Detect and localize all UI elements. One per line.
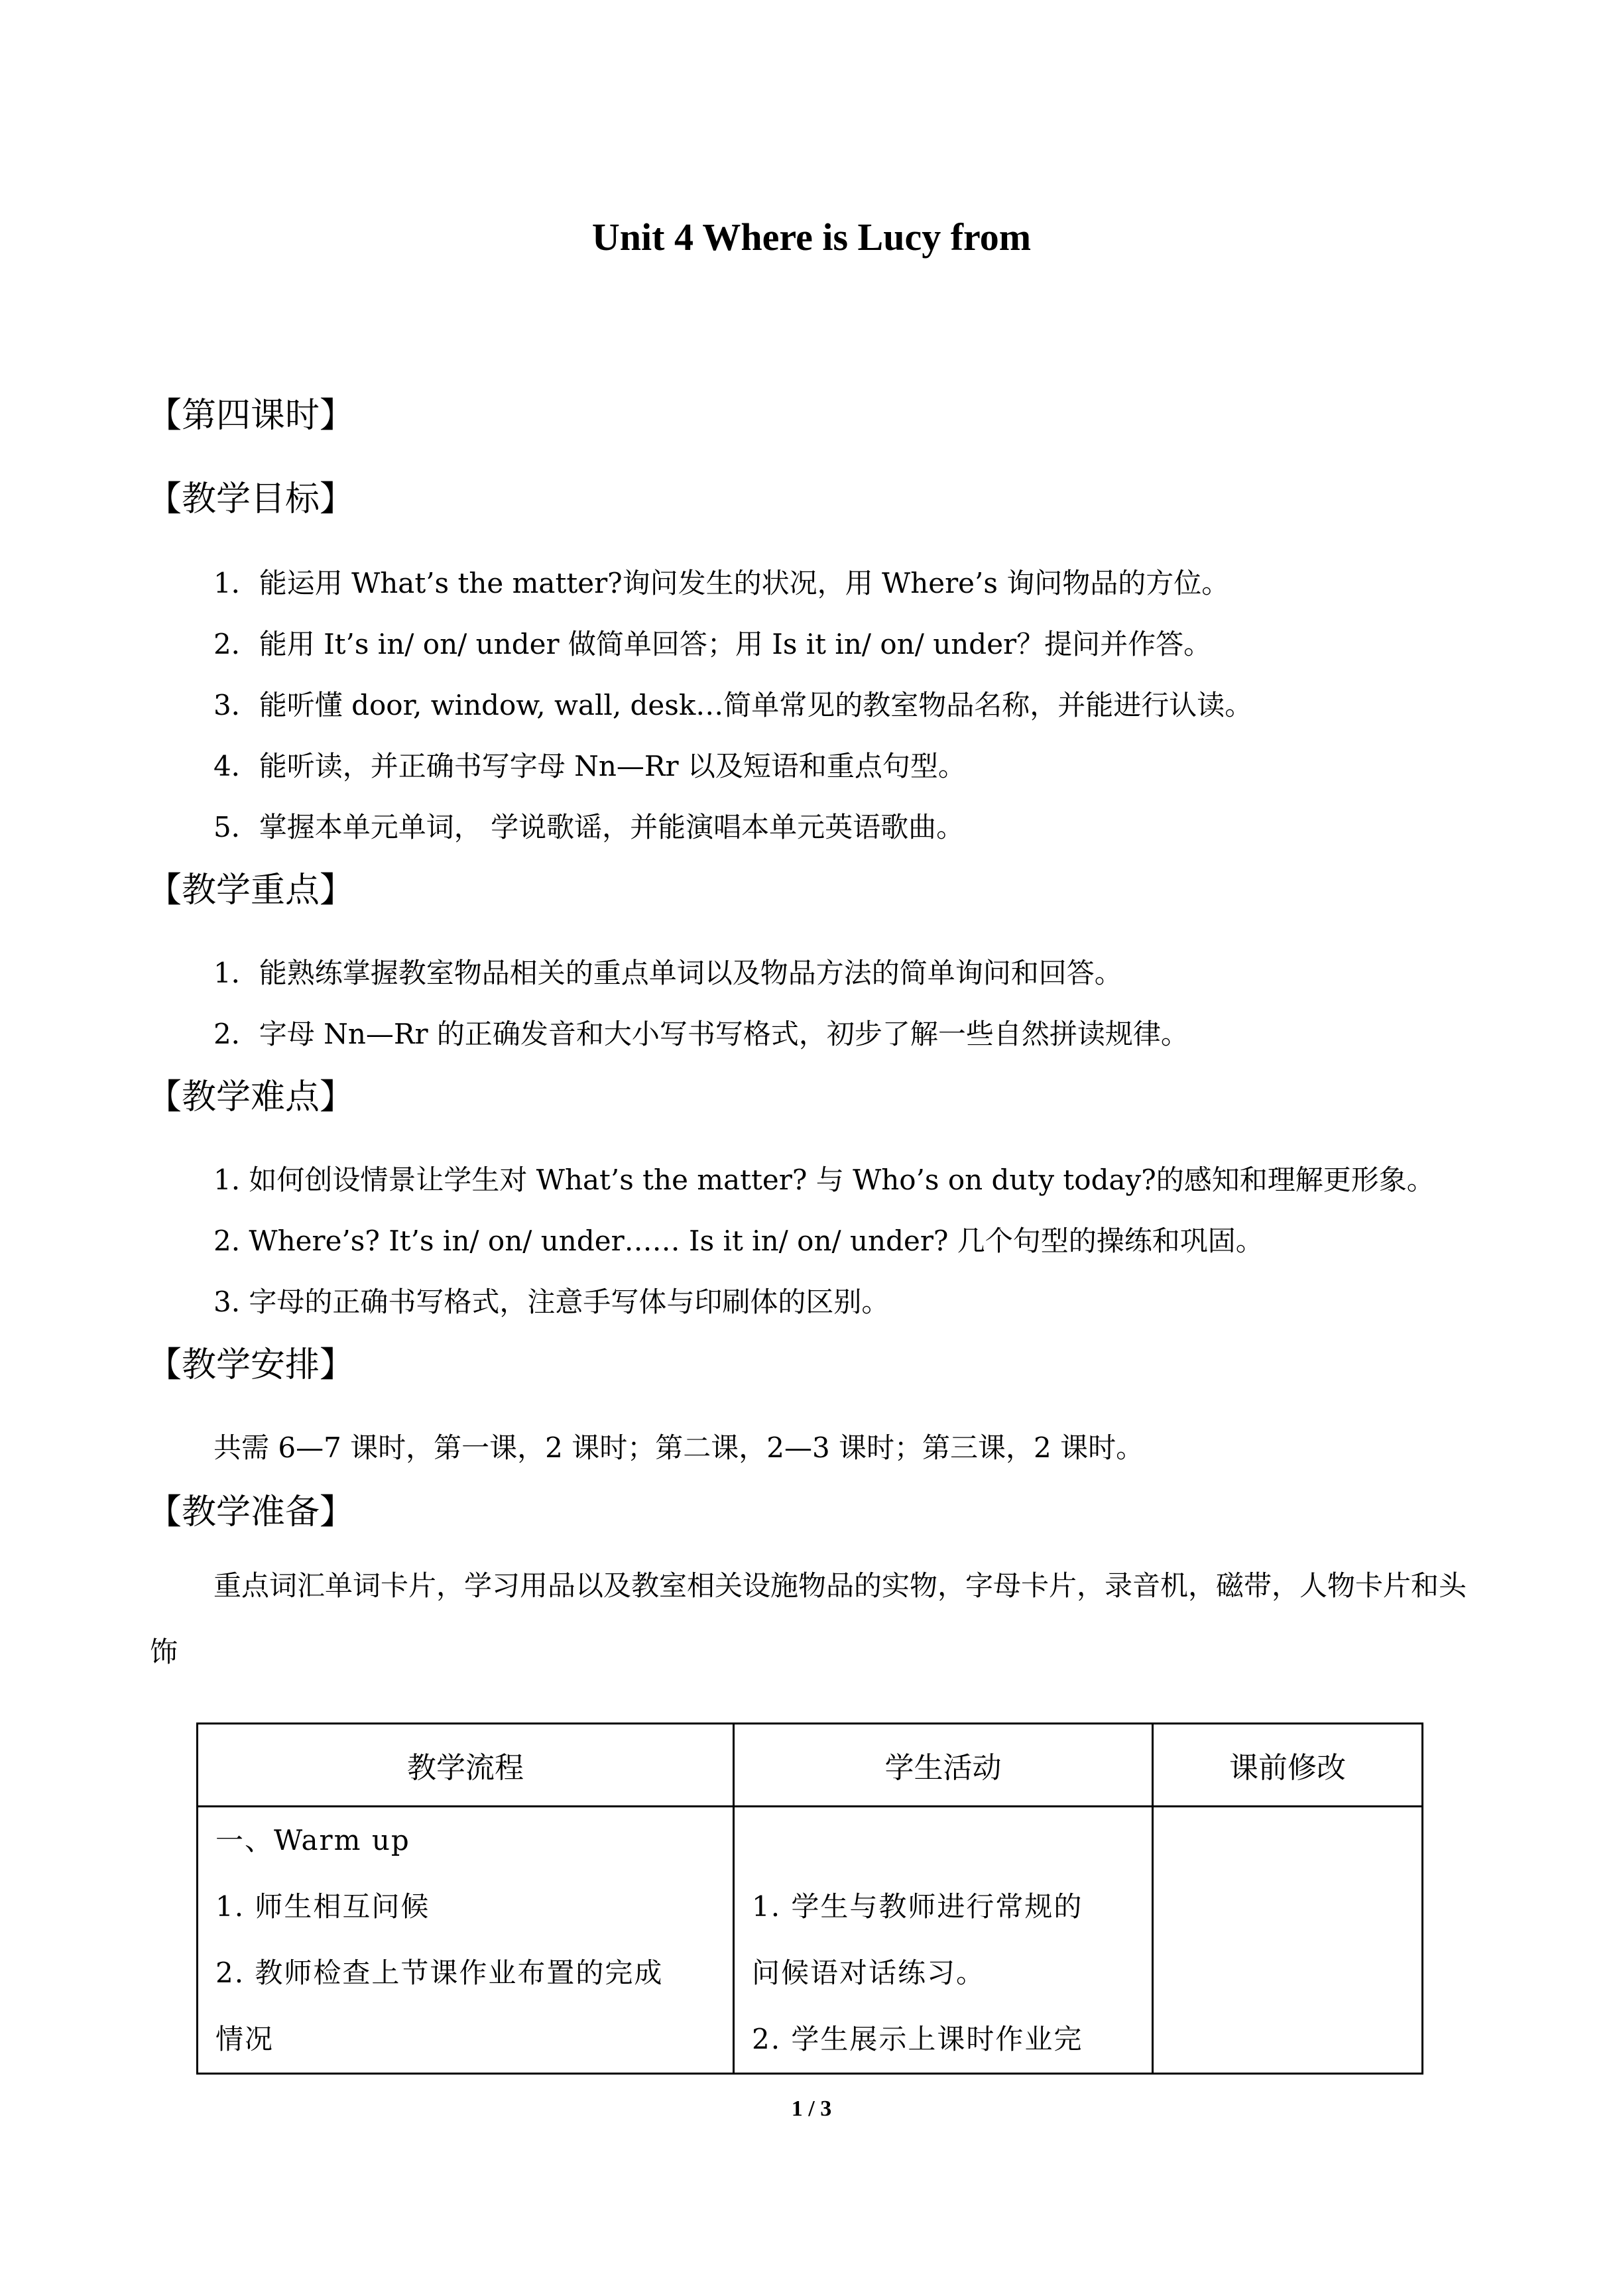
activity-line: 1. 学生与教师进行常规的	[752, 1890, 1083, 1923]
objective-item: 3．能听懂 door, window, wall, desk…简单常见的教室物品名称，并能进行认读。	[213, 689, 1253, 721]
flow-line: 一、Warm up	[215, 1824, 410, 1856]
difficulty-item: 2. Where’s? It’s in/ on/ under…… Is it in/ on/ under? 几个句型的操练和巩固。	[213, 1225, 1264, 1257]
lesson-heading: 【第四课时】	[147, 396, 355, 436]
preparation-heading: 【教学准备】	[147, 1492, 355, 1532]
objectives-heading: 【教学目标】	[147, 479, 355, 519]
key-point-item: 1．能熟练掌握教室物品相关的重点单词以及物品方法的简单询问和回答。	[213, 957, 1122, 989]
teaching-flow-cell	[198, 1807, 734, 2074]
difficulty-item: 1. 如何创设情景让学生对 What’s the matter? 与 Who’s on duty today?的感知和理解更形象。	[213, 1164, 1435, 1196]
table-header-row	[198, 1724, 1423, 1807]
key-point-item: 2．字母 Nn—Rr 的正确发音和大小写书写格式，初步了解一些自然拼读规律。	[213, 1018, 1189, 1050]
flow-line: 1. 师生相互问候	[215, 1890, 430, 1923]
arrangement-heading: 【教学安排】	[147, 1345, 355, 1385]
objective-item: 2．能用 It’s in/ on/ under 做简单回答；用 Is it in/ on/ under？提问并作答。	[213, 628, 1212, 660]
lesson-flow-table	[196, 1722, 1423, 2075]
student-activity-cell	[734, 1807, 1153, 2074]
arrangement-text: 共需 6—7 课时，第一课，2 课时；第二课，2—3 课时；第三课，2 课时。	[213, 1431, 1144, 1464]
objective-item: 4．能听读，并正确书写字母 Nn—Rr 以及短语和重点句型。	[213, 750, 966, 782]
difficulty-item: 3. 字母的正确书写格式，注意手写体与印刷体的区别。	[213, 1286, 890, 1318]
document-title: Unit 4 Where is Lucy from	[591, 215, 1032, 259]
preparation-text: 重点词汇单词卡片，学习用品以及教室相关设施物品的实物，字母卡片，录音机，磁带，人物卡片和头饰	[150, 1569, 1467, 1668]
header-teaching-flow: 教学流程	[198, 1724, 734, 1807]
key-points-heading: 【教学重点】	[147, 871, 355, 910]
page-number: 1 / 3	[791, 2096, 832, 2121]
table-row	[198, 1807, 1423, 2074]
objective-item: 5．掌握本单元单词， 学说歌谣，并能演唱本单元英语歌曲。	[213, 811, 965, 843]
activity-line: 2. 学生展示上课时作业完	[752, 2023, 1083, 2055]
objective-item: 1．能运用 What’s the matter?询问发生的状况，用 Where’s 询问物品的方位。	[213, 567, 1230, 599]
header-student-activity: 学生活动	[734, 1724, 1153, 1807]
header-pre-class-revision: 课前修改	[1153, 1724, 1423, 1807]
revision-cell	[1153, 1807, 1423, 2074]
flow-line: 情况	[215, 2023, 274, 2055]
difficulties-heading: 【教学难点】	[147, 1077, 355, 1117]
flow-line: 2. 教师检查上节课作业布置的完成	[215, 1957, 664, 1989]
activity-line: 问候语对话练习。	[752, 1957, 986, 1989]
